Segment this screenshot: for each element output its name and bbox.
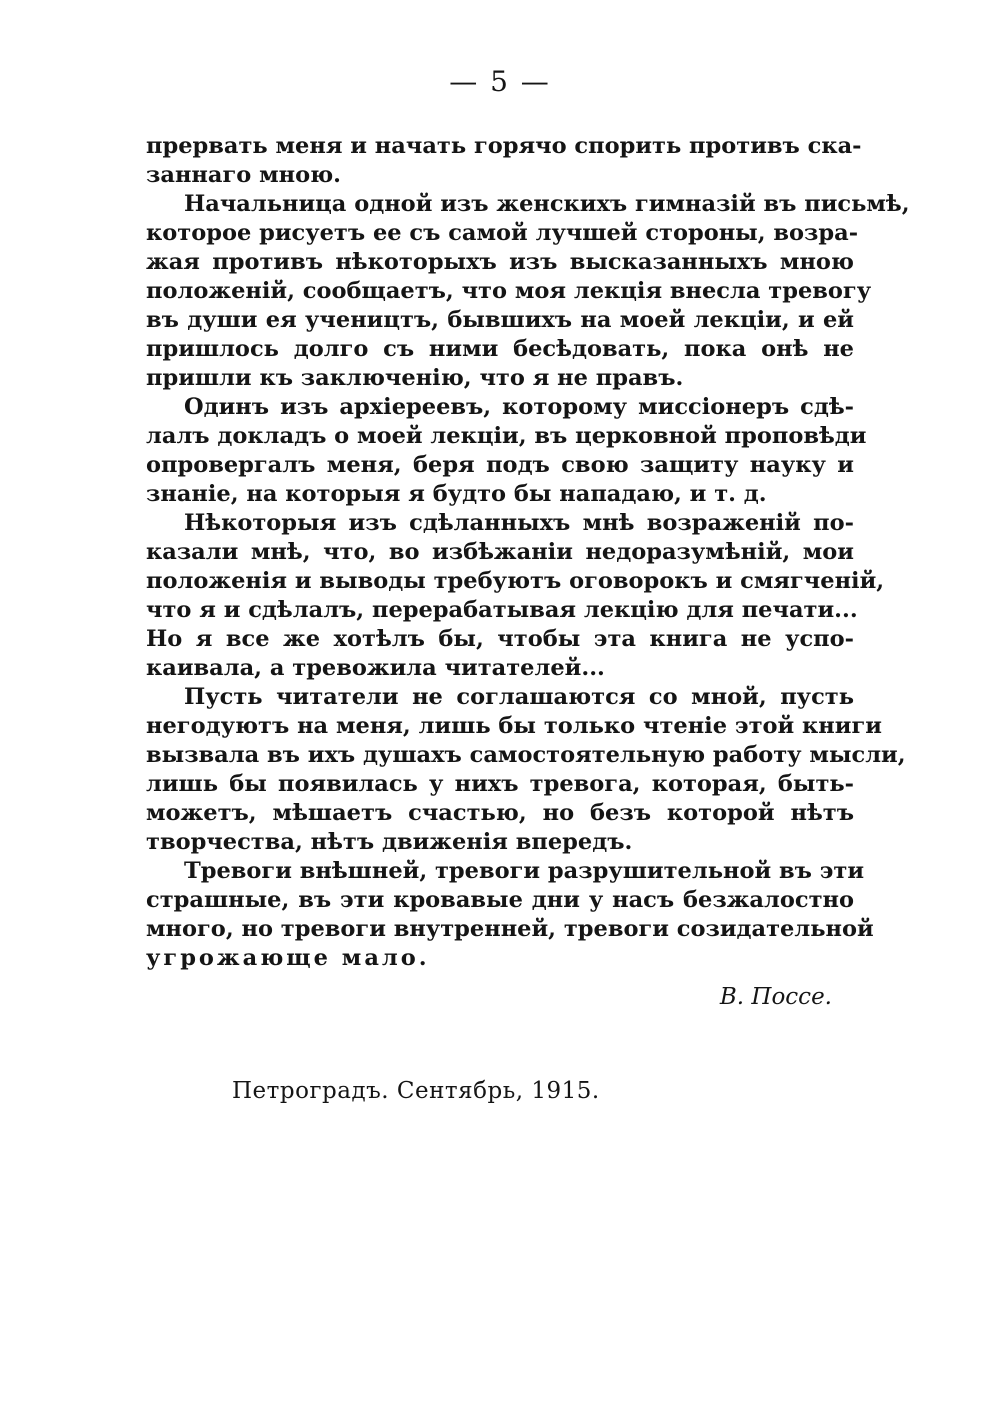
text-line: заннаго мною. [146,162,342,188]
text-line: положеній, сообщаетъ, что моя лекція внесла тревогу [146,278,872,304]
text-line: знаніе, на которыя я будто бы нападаю, и т. д. [146,481,767,507]
text-line: Нѣкоторыя изъ сдѣланныхъ мнѣ возраженій по- [184,510,854,536]
text-line: Начальница одной изъ женскихъ гимназій въ письмѣ, [184,191,910,217]
page-number: — 5 — [449,65,551,98]
text-line: казали мнѣ, что, во избѣжаніи недоразумѣній, мои [146,539,854,565]
text-line: въ души ея учеництъ, бывшихъ на моей лекціи, и ей [146,307,854,333]
body-text [146,132,910,973]
text-line: Одинъ изъ архіереевъ, которому миссіонеръ сдѣ- [184,394,854,420]
text-line: лишь бы появилась у нихъ тревога, которая, быть- [146,771,854,797]
text-line: опровергалъ меня, беря подъ свою защиту науку и [146,452,854,478]
text-line: прервать меня и начать горячо спорить противъ ска- [146,133,862,159]
text-line: которое рисуетъ ее съ самой лучшей стороны, возра- [146,220,859,246]
place-date: Петроградъ. Сентябрь, 1915. [232,1078,600,1104]
text-line: творчества, нѣтъ движенія впередъ. [146,829,633,855]
text-line: можетъ, мѣшаетъ счастью, но безъ которой нѣтъ [146,800,854,826]
text-line: пришли къ заключенію, что я не правъ. [146,365,684,391]
text-line: каивала, а тревожила читателей... [146,655,605,681]
text-line: Но я все же хотѣлъ бы, чтобы эта книга не успо- [146,626,854,652]
text-line: страшные, въ эти кровавые дни у насъ безжалостно [146,887,854,913]
text-line: много, но тревоги внутренней, тревоги созидательной [146,916,874,942]
text-line: Пусть читатели не соглашаются со мной, пусть [184,684,854,710]
author-signature: В. Поссе. [719,984,832,1010]
text-line: угрожающе мало. [146,945,430,971]
text-line: лалъ докладъ о моей лекціи, въ церковной проповѣди [146,423,867,449]
text-line: Тревоги внѣшней, тревоги разрушительной въ эти [184,858,865,884]
text-line: вызвала въ ихъ душахъ самостоятельную работу мысли, [146,742,906,768]
text-line: что я и сдѣлалъ, перерабатывая лекцію для печати... [146,597,858,623]
text-line: негодуютъ на меня, лишь бы только чтеніе этой книги [146,713,882,739]
text-line: пришлось долго съ ними бесѣдовать, пока онѣ не [146,336,854,362]
text-line: положенія и выводы требуютъ оговорокъ и смягченій, [146,568,885,594]
text-line: жая противъ нѣкоторыхъ изъ высказанныхъ мною [146,249,854,275]
